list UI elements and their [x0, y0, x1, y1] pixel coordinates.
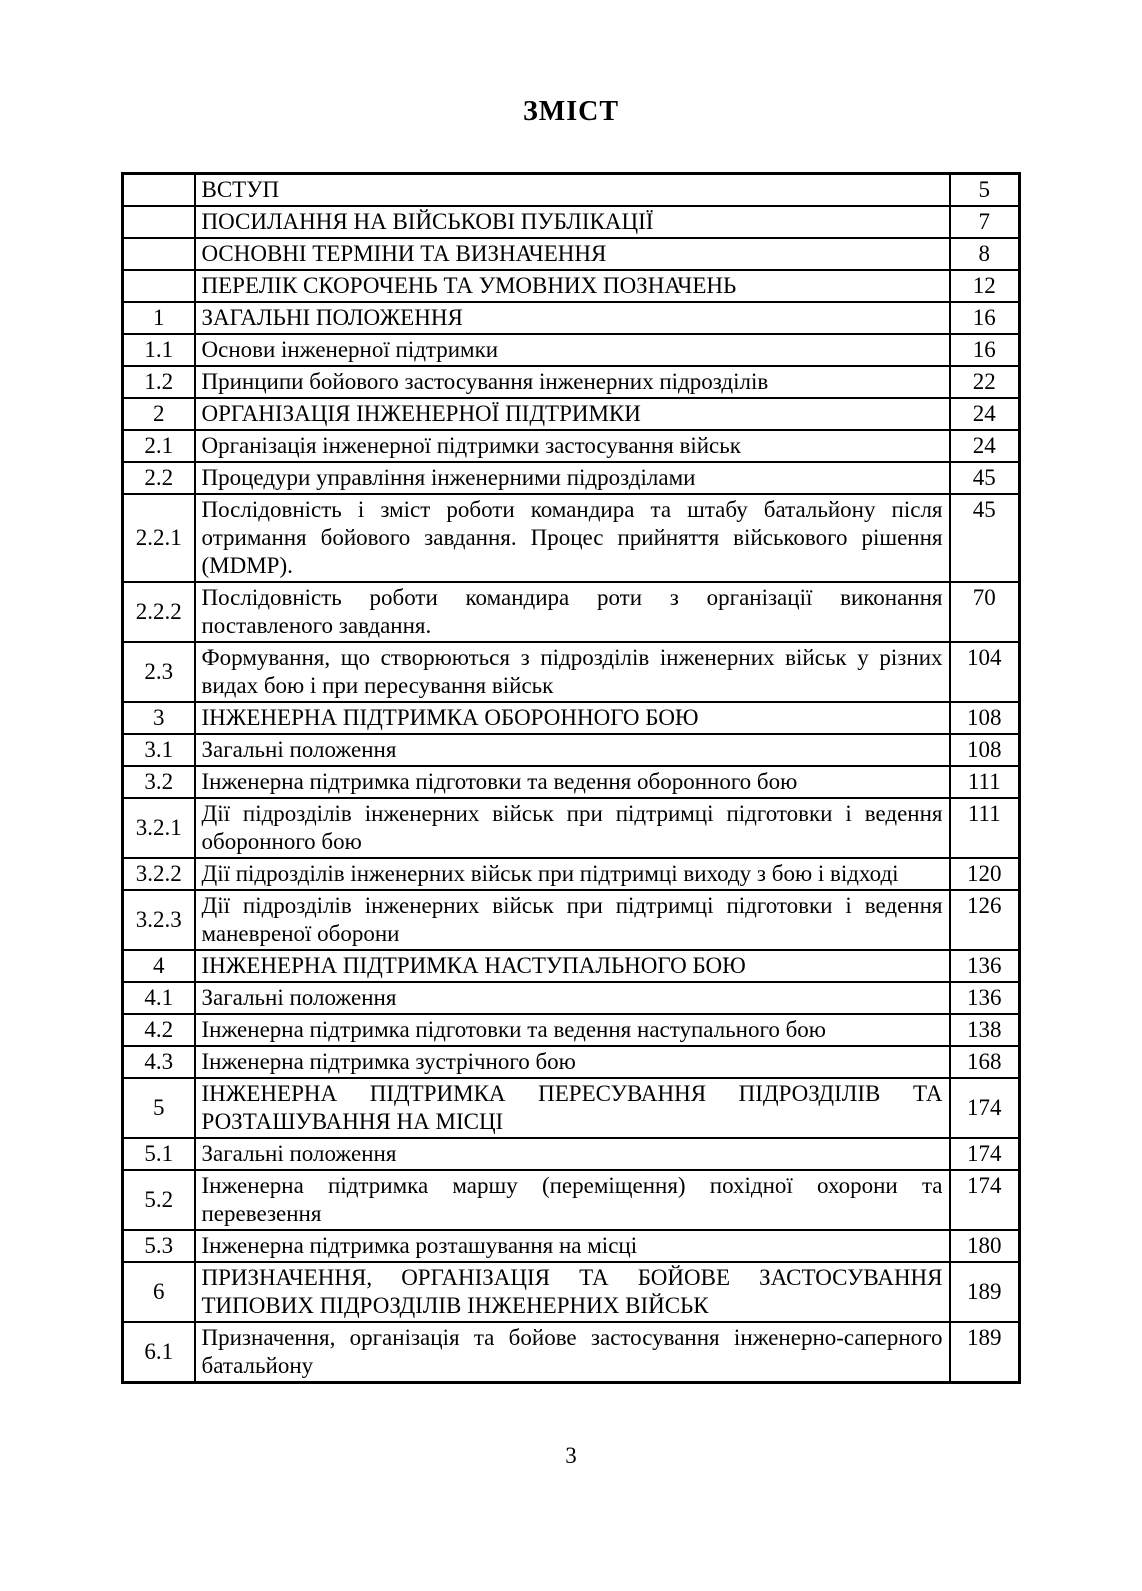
toc-row-page: 5	[950, 174, 1020, 207]
table-row	[123, 642, 1020, 702]
toc-row-page: 7	[950, 206, 1020, 238]
toc-row-page: 70	[950, 582, 1020, 642]
toc-row-page: 136	[950, 982, 1020, 1014]
table-row	[123, 206, 1020, 238]
table-row	[123, 766, 1020, 798]
table-row	[123, 302, 1020, 334]
table-row	[123, 238, 1020, 270]
toc-row-page: 24	[950, 398, 1020, 430]
table-row	[123, 1170, 1020, 1230]
table-row	[123, 1014, 1020, 1046]
toc-row-title: Інженерна підтримка маршу (переміщення) похідної охорони та перевезення	[195, 1170, 950, 1230]
toc-row-number: 1	[123, 302, 195, 334]
toc-row-title: Інженерна підтримка підготовки та ведення оборонного бою	[195, 766, 950, 798]
toc-row-number: 5	[123, 1078, 195, 1138]
table-row	[123, 950, 1020, 982]
toc-row-title: Призначення, організація та бойове застосування інженерно-саперного батальйону	[195, 1322, 950, 1383]
table-row	[123, 462, 1020, 494]
toc-row-number: 4.3	[123, 1046, 195, 1078]
toc-row-number: 4.1	[123, 982, 195, 1014]
table-row	[123, 430, 1020, 462]
toc-row-page: 16	[950, 302, 1020, 334]
toc-row-page: 168	[950, 1046, 1020, 1078]
table-row	[123, 494, 1020, 582]
toc-row-number: 3.2.2	[123, 858, 195, 890]
toc-row-page: 174	[950, 1138, 1020, 1170]
toc-row-number: 3	[123, 702, 195, 734]
toc-row-number: 5.2	[123, 1170, 195, 1230]
table-row	[123, 702, 1020, 734]
table-row	[123, 1138, 1020, 1170]
toc-row-title: Послідовність роботи командира роти з організації виконання поставленого завдання.	[195, 582, 950, 642]
toc-row-number: 1.1	[123, 334, 195, 366]
toc-row-page: 174	[950, 1170, 1020, 1230]
toc-row-page: 108	[950, 702, 1020, 734]
toc-table	[121, 172, 1021, 1384]
toc-row-title: ІНЖЕНЕРНА ПІДТРИМКА ПЕРЕСУВАННЯ ПІДРОЗДІЛІВ ТА РОЗТАШУВАННЯ НА МІСЦІ	[195, 1078, 950, 1138]
table-row	[123, 1046, 1020, 1078]
toc-row-title: Послідовність і зміст роботи командира та штабу батальйону після отримання бойового завдання. Процес прийняття військового рішення (MDMP).	[195, 494, 950, 582]
toc-row-page: 45	[950, 494, 1020, 582]
toc-row-number: 6	[123, 1262, 195, 1322]
table-row	[123, 582, 1020, 642]
toc-row-title: ПЕРЕЛІК СКОРОЧЕНЬ ТА УМОВНИХ ПОЗНАЧЕНЬ	[195, 270, 950, 302]
toc-row-page: 12	[950, 270, 1020, 302]
toc-row-number: 2.2	[123, 462, 195, 494]
toc-row-title: Інженерна підтримка розташування на місці	[195, 1230, 950, 1262]
table-row	[123, 366, 1020, 398]
toc-row-number: 3.1	[123, 734, 195, 766]
toc-row-title: Дії підрозділів інженерних військ при підтримці виходу з бою і відході	[195, 858, 950, 890]
toc-row-number: 2.2.1	[123, 494, 195, 582]
toc-row-number: 2.2.2	[123, 582, 195, 642]
table-row	[123, 174, 1020, 207]
toc-row-number: 3.2.3	[123, 890, 195, 950]
table-row	[123, 890, 1020, 950]
table-row	[123, 1078, 1020, 1138]
toc-row-page: 16	[950, 334, 1020, 366]
toc-row-number: 3.2	[123, 766, 195, 798]
toc-row-title: Дії підрозділів інженерних військ при підтримці підготовки і ведення маневреної оборони	[195, 890, 950, 950]
toc-row-title: Процедури управління інженерними підрозділами	[195, 462, 950, 494]
toc-row-number: 3.2.1	[123, 798, 195, 858]
table-row	[123, 1230, 1020, 1262]
page-number: 3	[565, 1443, 577, 1468]
toc-row-number: 4	[123, 950, 195, 982]
toc-row-title: Принципи бойового застосування інженерних підрозділів	[195, 366, 950, 398]
toc-row-page: 180	[950, 1230, 1020, 1262]
toc-row-title: Загальні положення	[195, 734, 950, 766]
toc-row-page: 136	[950, 950, 1020, 982]
table-row	[123, 734, 1020, 766]
toc-row-number	[123, 174, 195, 207]
toc-row-number	[123, 238, 195, 270]
toc-row-page: 104	[950, 642, 1020, 702]
toc-row-title: ІНЖЕНЕРНА ПІДТРИМКА НАСТУПАЛЬНОГО БОЮ	[195, 950, 950, 982]
toc-row-page: 108	[950, 734, 1020, 766]
toc-row-page: 111	[950, 798, 1020, 858]
toc-row-page: 174	[950, 1078, 1020, 1138]
toc-row-title: Загальні положення	[195, 1138, 950, 1170]
toc-row-number: 5.1	[123, 1138, 195, 1170]
table-row	[123, 982, 1020, 1014]
toc-table-body	[123, 174, 1020, 1383]
toc-row-number	[123, 270, 195, 302]
table-row	[123, 398, 1020, 430]
toc-row-number: 5.3	[123, 1230, 195, 1262]
toc-row-number: 1.2	[123, 366, 195, 398]
toc-row-title: ЗАГАЛЬНІ ПОЛОЖЕННЯ	[195, 302, 950, 334]
page-title: ЗМІСТ	[523, 96, 619, 127]
table-row	[123, 1262, 1020, 1322]
table-row	[123, 334, 1020, 366]
toc-row-page: 111	[950, 766, 1020, 798]
toc-row-page: 22	[950, 366, 1020, 398]
toc-row-page: 120	[950, 858, 1020, 890]
toc-row-title: Дії підрозділів інженерних військ при підтримці підготовки і ведення оборонного бою	[195, 798, 950, 858]
table-row	[123, 270, 1020, 302]
toc-row-title: ОРГАНІЗАЦІЯ ІНЖЕНЕРНОЇ ПІДТРИМКИ	[195, 398, 950, 430]
toc-row-number	[123, 206, 195, 238]
toc-row-title: Формування, що створюються з підрозділів інженерних військ у різних видах бою і при пересування військ	[195, 642, 950, 702]
table-row	[123, 798, 1020, 858]
toc-row-page: 138	[950, 1014, 1020, 1046]
toc-row-title: Інженерна підтримка зустрічного бою	[195, 1046, 950, 1078]
toc-row-page: 126	[950, 890, 1020, 950]
toc-row-number: 2.1	[123, 430, 195, 462]
toc-row-page: 45	[950, 462, 1020, 494]
toc-row-title: Основи інженерної підтримки	[195, 334, 950, 366]
toc-row-page: 189	[950, 1262, 1020, 1322]
toc-row-number: 2.3	[123, 642, 195, 702]
table-row	[123, 858, 1020, 890]
table-row	[123, 1322, 1020, 1383]
toc-row-page: 189	[950, 1322, 1020, 1383]
toc-row-title: ІНЖЕНЕРНА ПІДТРИМКА ОБОРОННОГО БОЮ	[195, 702, 950, 734]
toc-row-title: ОСНОВНІ ТЕРМІНИ ТА ВИЗНАЧЕННЯ	[195, 238, 950, 270]
toc-row-number: 4.2	[123, 1014, 195, 1046]
toc-row-number: 2	[123, 398, 195, 430]
toc-row-title: Інженерна підтримка підготовки та ведення наступального бою	[195, 1014, 950, 1046]
toc-row-title: ПОСИЛАННЯ НА ВІЙСЬКОВІ ПУБЛІКАЦІЇ	[195, 206, 950, 238]
toc-row-number: 6.1	[123, 1322, 195, 1383]
toc-row-page: 8	[950, 238, 1020, 270]
toc-row-title: Організація інженерної підтримки застосування військ	[195, 430, 950, 462]
toc-row-page: 24	[950, 430, 1020, 462]
toc-row-title: Загальні положення	[195, 982, 950, 1014]
toc-row-title: ВСТУП	[195, 174, 950, 207]
toc-row-title: ПРИЗНАЧЕННЯ, ОРГАНІЗАЦІЯ ТА БОЙОВЕ ЗАСТОСУВАННЯ ТИПОВИХ ПІДРОЗДІЛІВ ІНЖЕНЕРНИХ ВІЙСЬК	[195, 1262, 950, 1322]
